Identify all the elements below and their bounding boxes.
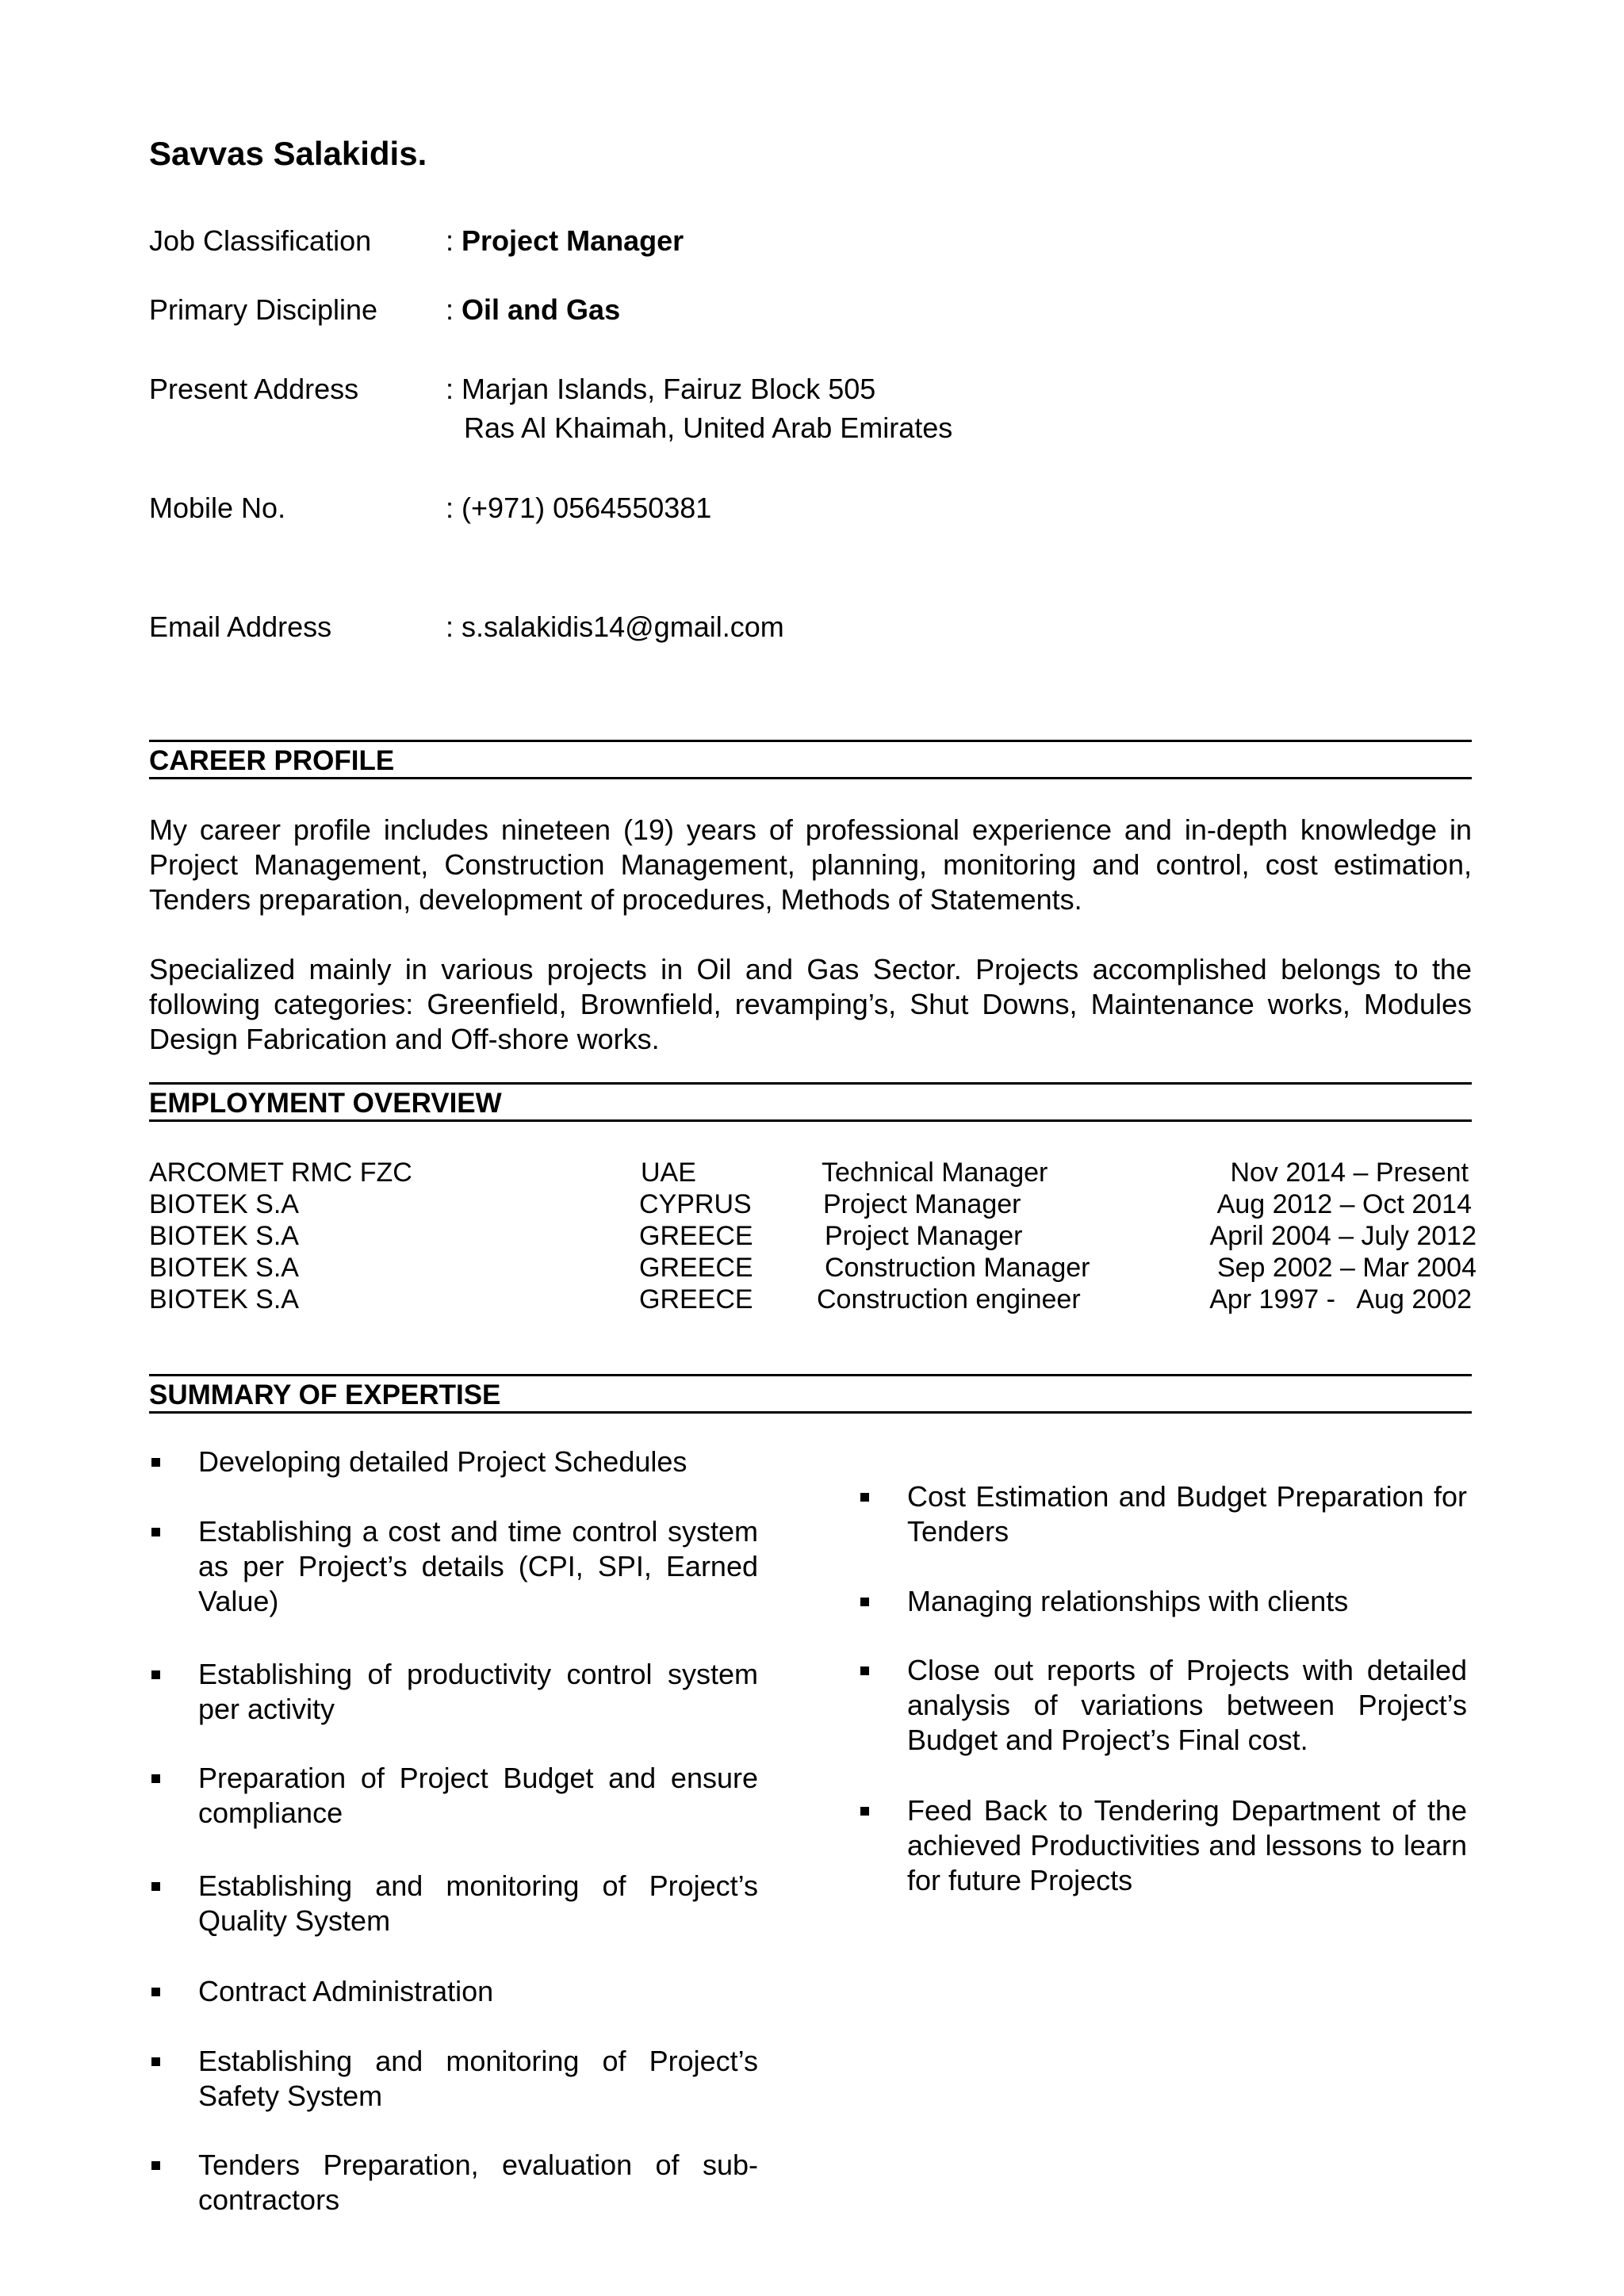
square-bullet-icon xyxy=(151,1774,160,1783)
employment-role: Technical Manager xyxy=(822,1158,1048,1188)
list-item: Cost Estimation and Budget Preparation for Tenders xyxy=(907,1479,1467,1549)
employment-period: April 2004 – July 2012 xyxy=(1209,1221,1477,1251)
square-bullet-icon xyxy=(151,1882,160,1891)
employment-role: Construction engineer xyxy=(817,1284,1081,1314)
list-item: Contract Administration xyxy=(198,1974,758,2009)
present-address-label: Present Address xyxy=(149,373,359,405)
employment-country: GREECE xyxy=(639,1253,753,1283)
square-bullet-icon xyxy=(151,1988,160,1996)
primary-discipline-label: Primary Discipline xyxy=(149,293,378,326)
square-bullet-icon xyxy=(151,1528,160,1536)
email-label: Email Address xyxy=(149,610,332,643)
square-bullet-icon xyxy=(151,1670,160,1679)
candidate-name: Savvas Salakidis. xyxy=(149,135,427,172)
list-item: Feed Back to Tendering Department of the achieved Productivities and lessons to learn for future Projects xyxy=(907,1793,1467,1898)
career-profile-title: CAREER PROFILE xyxy=(149,745,395,776)
employment-role: Construction Manager xyxy=(825,1253,1090,1283)
employment-country: GREECE xyxy=(639,1284,753,1314)
employment-role: Project Manager xyxy=(823,1189,1021,1219)
square-bullet-icon xyxy=(860,1493,869,1502)
present-address-line2: Ras Al Khaimah, United Arab Emirates xyxy=(464,411,953,444)
employer-name: BIOTEK S.A xyxy=(149,1253,299,1283)
list-item: Establishing and monitoring of Project’s Safety System xyxy=(198,2044,758,2114)
employment-period: Nov 2014 – Present xyxy=(1230,1158,1469,1188)
employer-name: ARCOMET RMC FZC xyxy=(149,1158,412,1188)
present-address-line1: : Marjan Islands, Fairuz Block 505 xyxy=(446,373,876,405)
employment-country: GREECE xyxy=(639,1221,753,1251)
career-profile-paragraph-2: Specialized mainly in various projects in Oil and Gas Sector. Projects accomplished belongs to the following categories: Greenfield, Brownfield, revamping’s, Shut Downs, Maintenance works, Modules Design Fabrication and Off-shore works. xyxy=(149,953,1472,1055)
square-bullet-icon xyxy=(860,1807,869,1816)
summary-of-expertise-title: SUMMARY OF EXPERTISE xyxy=(149,1380,501,1410)
job-classification-label: Job Classification xyxy=(149,224,372,257)
section-rule-bottom xyxy=(149,1411,1472,1414)
section-rule-bottom xyxy=(149,777,1472,779)
square-bullet-icon xyxy=(860,1667,869,1675)
mobile-value: : (+971) 0564550381 xyxy=(446,492,712,524)
list-item: Developing detailed Project Schedules xyxy=(198,1445,758,1479)
career-profile-paragraph-1: My career profile includes nineteen (19) years of professional experience and in-depth knowledge in Project Management, Construction Management, planning, monitoring and control, cost estimation, Tenders preparation, development of procedures, Methods of Statements. xyxy=(149,813,1472,916)
square-bullet-icon xyxy=(151,2161,160,2170)
section-rule-top xyxy=(149,1374,1472,1376)
employment-period: Apr 1997 - Aug 2002 xyxy=(1209,1284,1472,1314)
list-item: Establishing and monitoring of Project’s Quality System xyxy=(198,1869,758,1938)
square-bullet-icon xyxy=(151,1458,160,1467)
square-bullet-icon xyxy=(860,1598,869,1606)
section-rule-bottom xyxy=(149,1119,1472,1122)
email-value: : s.salakidis14@gmail.com xyxy=(446,610,784,643)
employer-name: BIOTEK S.A xyxy=(149,1284,299,1314)
mobile-label: Mobile No. xyxy=(149,492,286,524)
employer-name: BIOTEK S.A xyxy=(149,1221,299,1251)
list-item: Tenders Preparation, evaluation of sub-contractors xyxy=(198,2148,758,2218)
employment-period: Aug 2012 – Oct 2014 xyxy=(1216,1189,1472,1219)
list-item: Managing relationships with clients xyxy=(907,1584,1467,1619)
employment-role: Project Manager xyxy=(825,1221,1023,1251)
primary-discipline-value: : Oil and Gas xyxy=(446,293,621,326)
employment-period: Sep 2002 – Mar 2004 xyxy=(1216,1253,1477,1283)
list-item: Preparation of Project Budget and ensure compliance xyxy=(198,1761,758,1831)
job-classification-value: : Project Manager xyxy=(446,224,684,257)
list-item: Establishing of productivity control system per activity xyxy=(198,1657,758,1727)
list-item: Close out reports of Projects with detailed analysis of variations between Project’s Budget and Project’s Final cost. xyxy=(907,1653,1467,1758)
employer-name: BIOTEK S.A xyxy=(149,1189,299,1219)
square-bullet-icon xyxy=(151,2057,160,2066)
employment-country: UAE xyxy=(641,1158,696,1188)
employment-overview-title: EMPLOYMENT OVERVIEW xyxy=(149,1088,502,1119)
section-rule-top xyxy=(149,1082,1472,1085)
section-rule-top xyxy=(149,740,1472,742)
employment-country: CYPRUS xyxy=(639,1189,752,1219)
list-item: Establishing a cost and time control system as per Project’s details (CPI, SPI, Earned Value) xyxy=(198,1514,758,1619)
